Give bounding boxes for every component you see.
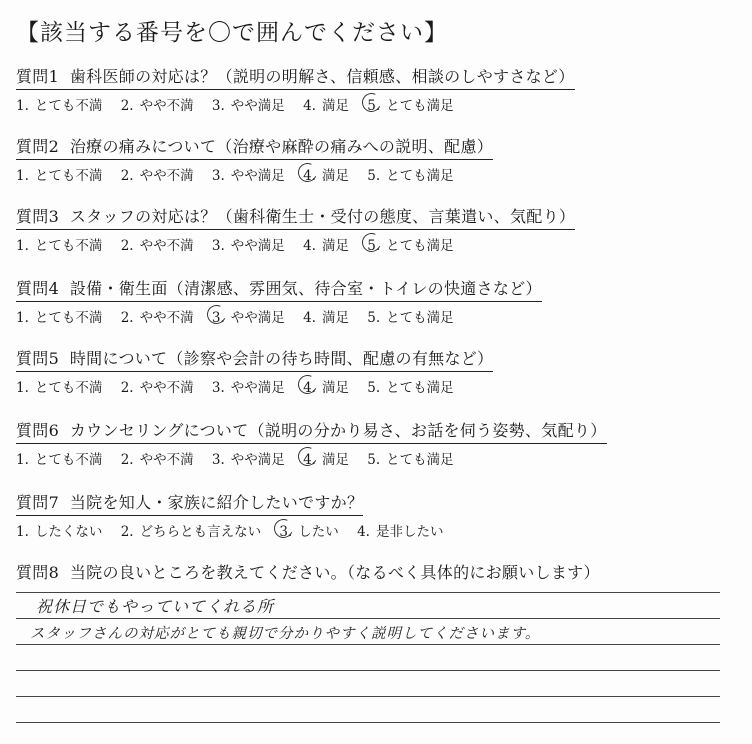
selection-circle xyxy=(360,90,384,114)
handwritten-answer-line-1: 祝休日でもやっていてくれる所 xyxy=(36,597,275,616)
option-2[interactable]: 2. どちらとも言えない xyxy=(120,524,262,540)
selection-circle xyxy=(272,516,296,540)
writing-line xyxy=(16,670,720,671)
question-7 xyxy=(16,490,443,540)
question-4-options xyxy=(16,306,542,326)
option-3[interactable]: 3. やや満足 xyxy=(211,168,285,184)
option-2[interactable]: 2. やや不満 xyxy=(120,452,194,468)
option-5[interactable]: 5. とても満足 xyxy=(367,234,453,254)
writing-line xyxy=(16,592,720,593)
question-5-text: 質問5 時間について（診察や会計の待ち時間、配慮の有無など） xyxy=(16,346,493,372)
option-4[interactable]: 4. 是非したい xyxy=(357,524,444,540)
question-2-text: 質問2 治療の痛みについて（治療や麻酔の痛みへの説明、配慮） xyxy=(16,134,493,160)
question-3-options xyxy=(16,234,575,254)
option-4[interactable]: 4. 満足 xyxy=(303,376,349,396)
option-3[interactable]: 3. やや満足 xyxy=(211,452,285,468)
selection-circle xyxy=(360,230,384,254)
option-1[interactable]: 1. したくない xyxy=(16,524,103,540)
option-1[interactable]: 1. とても不満 xyxy=(16,238,103,254)
selection-circle xyxy=(295,444,319,468)
option-4[interactable]: 4. 満足 xyxy=(303,310,349,326)
writing-line xyxy=(16,644,720,645)
question-5 xyxy=(16,346,493,396)
question-7-options xyxy=(16,520,443,540)
writing-line xyxy=(16,696,720,697)
question-2 xyxy=(16,134,493,184)
option-5[interactable]: 5. とても満足 xyxy=(367,310,454,326)
question-4-text: 質問4 設備・衛生面（清潔感、雰囲気、待合室・トイレの快適さなど） xyxy=(16,276,542,302)
option-1[interactable]: 1. とても不満 xyxy=(16,452,103,468)
option-1[interactable]: 1. とても不満 xyxy=(16,380,103,396)
question-1-text: 質問1 歯科医師の対応は？（説明の明解さ、信頼感、相談のしやすさなど） xyxy=(16,64,575,90)
option-1[interactable]: 1. とても不満 xyxy=(16,168,103,184)
option-2[interactable]: 2. やや不満 xyxy=(120,168,194,184)
option-4[interactable]: 4. 満足 xyxy=(303,164,349,184)
option-1[interactable]: 1. とても不満 xyxy=(16,310,103,326)
option-4[interactable]: 4. 満足 xyxy=(303,238,349,254)
question-1 xyxy=(16,64,575,114)
writing-line xyxy=(16,618,720,619)
question-1-options xyxy=(16,94,575,114)
option-5[interactable]: 5. とても満足 xyxy=(367,380,454,396)
writing-line xyxy=(16,722,720,723)
option-3[interactable]: 3. やや満足 xyxy=(211,238,285,254)
option-5[interactable]: 5. とても満足 xyxy=(367,168,454,184)
option-2[interactable]: 2. やや不満 xyxy=(120,310,194,326)
option-4[interactable]: 4. 満足 xyxy=(303,448,349,468)
option-5[interactable]: 5. とても満足 xyxy=(367,94,453,114)
option-3[interactable]: 3. したい xyxy=(279,520,338,540)
question-6-text: 質問6 カウンセリングについて（説明の分かり易さ、お話を伺う姿勢、気配り） xyxy=(16,418,607,444)
question-2-options xyxy=(16,164,493,184)
option-1[interactable]: 1. とても不満 xyxy=(16,98,103,114)
page-title: 【該当する番号を〇で囲んでください】 xyxy=(16,20,448,46)
question-7-text: 質問7 当院を知人・家族に紹介したいですか？ xyxy=(16,490,363,516)
question-3 xyxy=(16,204,575,254)
option-3[interactable]: 3. やや満足 xyxy=(212,306,285,326)
option-3[interactable]: 3. やや満足 xyxy=(211,380,285,396)
question-3-text: 質問3 スタッフの対応は？（歯科衛生士・受付の態度、言葉遣い、気配り） xyxy=(16,204,575,230)
question-4 xyxy=(16,276,542,326)
question-6 xyxy=(16,418,607,468)
question-5-options xyxy=(16,376,493,396)
question-8-text: 質問8 当院の良いところを教えてください。（なるべく具体的にお願いします） xyxy=(16,563,600,582)
selection-circle xyxy=(295,372,319,396)
option-2[interactable]: 2. やや不満 xyxy=(120,98,194,114)
option-2[interactable]: 2. やや不満 xyxy=(120,380,194,396)
question-8 xyxy=(16,560,600,583)
handwritten-answer-line-2: スタッフさんの対応がとても親切で分かりやすく説明してくださいます。 xyxy=(30,626,541,642)
option-3[interactable]: 3. やや満足 xyxy=(211,98,285,114)
option-4[interactable]: 4. 満足 xyxy=(303,98,349,114)
option-2[interactable]: 2. やや不満 xyxy=(120,238,194,254)
option-5[interactable]: 5. とても満足 xyxy=(367,452,454,468)
selection-circle xyxy=(295,160,319,184)
question-6-options xyxy=(16,448,607,468)
